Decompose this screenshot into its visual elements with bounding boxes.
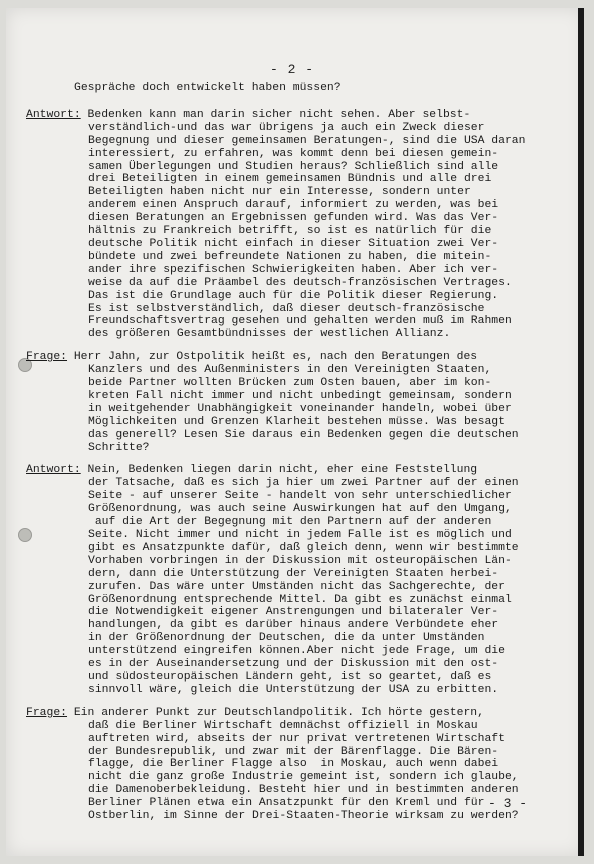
document-body xyxy=(26,82,558,833)
text-line: verständlich-und das war übrigens ja auch ein Zweck dieser xyxy=(88,121,485,134)
text-line: der Tatsache, daß es sich ja hier um zwei Partner auf der einen xyxy=(88,477,519,490)
text-line: die Notwendigkeit eigener Anstrengungen und bilateraler Ver- xyxy=(88,606,499,619)
speaker-text: Herr Jahn, zur Ostpolitik heißt es, nach den Beratungen des xyxy=(67,351,478,364)
speaker-label: Frage: xyxy=(26,706,68,719)
text-line: Größenordnung entsprechende Mittel. Da gibt es zunächst einmal xyxy=(88,593,512,606)
text-line: interessiert, zu erfahren, was kommt denn bei diesen gemein- xyxy=(88,147,499,160)
text-line: Möglichkeiten und Grenzen Klarheit bestehen müsse. Was besagt xyxy=(88,415,505,428)
text-line: diesen Beratungen an Ergebnissen gefunden wird. Was das Ver- xyxy=(88,212,499,225)
text-line: daß die Berliner Wirtschaft demnächst offiziell in Moskau xyxy=(88,719,478,732)
speaker-line xyxy=(26,109,556,122)
text-line: drei Beteiligten in einem gemeinsamen Bündnis und alle drei xyxy=(88,173,492,186)
text-line: weise da auf die Präambel des deutsch-französischen Vertrages. xyxy=(88,276,512,289)
text-line: Das ist die Grundlage auch für die Politik dieser Regierung. xyxy=(88,289,499,302)
qa-block xyxy=(26,464,558,696)
text-line: handlungen, da gibt es darüber hinaus andere Verbündete eher xyxy=(88,619,499,632)
text-line: Begegnung und dieser gemeinsamen Beratungen-, sind die USA daran xyxy=(88,134,526,147)
text-line: anderem einen Anspruch darauf, informiert zu werden, was bei xyxy=(88,199,499,212)
text-line: der Bundesrepublik, und zwar mit der Bärenflagge. Die Bären- xyxy=(88,745,499,758)
text-line: Ostberlin, im Sinne der Drei-Staaten-Theorie wirksam zu werden? xyxy=(88,810,519,823)
text-line: es in der Auseinandersetzung und der Diskussion mit den ost- xyxy=(88,658,499,671)
text-line: auf die Art der Begegnung mit den Partnern auf der anderen xyxy=(88,516,492,529)
text-line: Vorhaben vorbringen in der Diskussion mit osteuropäischen Län- xyxy=(88,554,512,567)
text-line: und südosteuropäischen Ländern geht, ist so geartet, daß es xyxy=(88,670,492,683)
text-line: Es ist selbstverständlich, daß dieser deutsch-französische xyxy=(88,302,485,315)
text-line: bündete und zwei befreundete Nationen zu haben, die mitein- xyxy=(88,250,492,263)
speaker-label: Antwort: xyxy=(26,464,81,477)
text-line: in der Größenordnung der Deutschen, die da unter Umständen xyxy=(88,632,485,645)
text-line: deutsche Politik nicht einfach in dieser Situation zwei Ver- xyxy=(88,237,499,250)
punch-hole-bottom xyxy=(18,528,32,542)
text-line: Freundschaftsvertrag gesehen und gehalten werden muß im Rahmen xyxy=(88,315,512,328)
speaker-text: Nein, Bedenken liegen darin nicht, eher eine Feststellung xyxy=(80,464,478,477)
intro-text xyxy=(74,82,558,95)
text-line: samen Überlegungen und Studien heraus? Schließlich sind alle xyxy=(88,160,499,173)
scan-edge xyxy=(578,8,584,856)
text-line: Berliner Plänen etwa ein Ansatzpunkt für den Kreml und für xyxy=(88,797,485,810)
qa-block xyxy=(26,108,558,341)
text-line: auftreten wird, abseits der nur privat vertretenen Wirtschaft xyxy=(88,732,505,745)
text-line: das generell? Lesen Sie daraus ein Bedenken gegen die deutschen xyxy=(88,428,519,441)
text-line: Schritte? xyxy=(88,441,150,454)
text-line: kreten Fall nicht immer und nicht unbedingt gemeinsam, sondern xyxy=(88,389,512,402)
speaker-text: Bedenken kann man darin sicher nicht sehen. Aber selbst- xyxy=(80,108,471,121)
qa-block xyxy=(26,351,558,454)
page-number: - 2 - xyxy=(270,62,315,77)
text-line: dern, dann die Unterstützung der Vereinigten Staaten herbei- xyxy=(88,567,499,580)
speaker-line xyxy=(26,707,556,720)
speaker-line xyxy=(26,464,556,477)
text-line: flagge, die Berliner Flagge also in Moskau, auch wenn dabei xyxy=(88,758,499,771)
next-page-marker: - 3 - xyxy=(488,796,528,811)
text-line: zurufen. Das wäre unter Umständen nicht das Sachgerechte, der xyxy=(88,580,505,593)
text-line: gibt es Ansatzpunkte dafür, daß gleich denn, wenn wir bestimmte xyxy=(88,541,519,554)
speaker-text: Ein anderer Punkt zur Deutschlandpolitik. Ich hörte gestern, xyxy=(67,706,484,719)
text-line: beide Partner wollten Brücken zum Osten bauen, aber im kon- xyxy=(88,377,492,390)
text-line: des größeren Gesamtbündnisses der westlichen Allianz. xyxy=(88,328,451,341)
text-line: unterstützend eingreifen können.Aber nicht jede Frage, um die xyxy=(88,645,505,658)
qa-blocks xyxy=(26,108,558,823)
text-line: in weitgehender Unabhängigkeit voneinander handeln, wobei über xyxy=(88,402,512,415)
text-line: Seite - auf unserer Seite - handelt von sehr unterschiedlicher xyxy=(88,490,512,503)
text-line: Größenordnung, was auch seine Auswirkungen hat auf den Umgang, xyxy=(88,503,512,516)
speaker-label: Frage: xyxy=(26,351,68,364)
text-line: hältnis zu Frankreich betrifft, so ist es natürlich für die xyxy=(88,225,492,238)
intro-line: Gespräche doch entwickelt haben müssen? xyxy=(74,82,341,94)
text-line: die Damenoberbekleidung. Besteht hier und in bestimmten anderen xyxy=(88,784,519,797)
text-line: Beteiligten haben nicht nur ein Interesse, sondern unter xyxy=(88,186,471,199)
speaker-line xyxy=(26,351,556,364)
text-line: Kanzlers und des Außenministers in den Vereinigten Staaten, xyxy=(88,364,492,377)
text-line: sinnvoll wäre, gleich die Unterstützung der USA zu erbitten. xyxy=(88,683,499,696)
speaker-label: Antwort: xyxy=(26,108,81,121)
text-line: Seite. Nicht immer und nicht in jedem Falle ist es möglich und xyxy=(88,529,512,541)
text-line: nicht die ganz große Industrie gemeint ist, sondern ich glaube, xyxy=(88,771,519,784)
text-line: ander ihre spezifischen Schwierigkeiten haben. Aber ich ver- xyxy=(88,263,499,276)
